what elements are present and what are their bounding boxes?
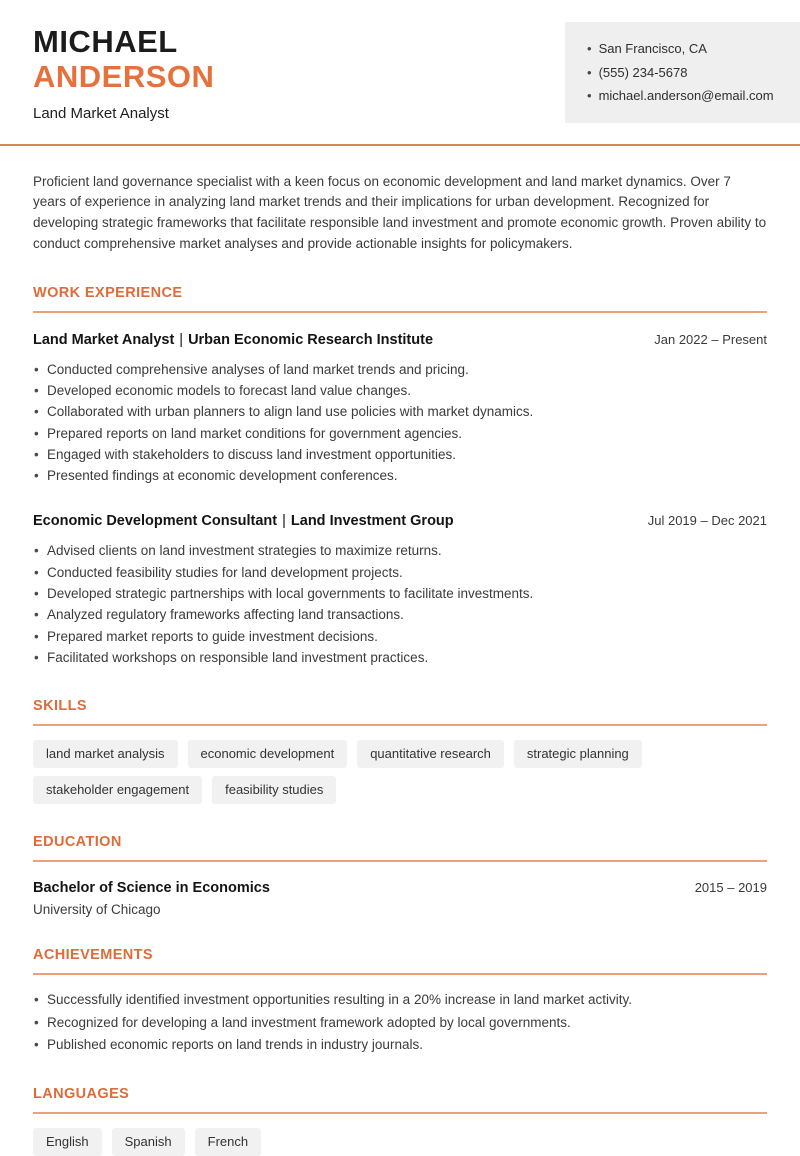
section-divider xyxy=(33,973,767,975)
skills-heading: SKILLS xyxy=(33,698,767,714)
job-company: Urban Economic Research Institute xyxy=(188,332,433,348)
summary-paragraph: Proficient land governance specialist with a keen focus on economic development and land market dynamics. Over 7 years of experience in analyzing land market trends and their implications for urban development. Recognized for developing strategic frameworks that facilitate responsible land investment and promote economic growth. Proven ability to conduct comprehensive market analyses and provide actionable insights for policymakers. xyxy=(33,172,767,255)
work-experience-heading: WORK EXPERIENCE xyxy=(33,285,767,301)
education-degree: Bachelor of Science in Economics xyxy=(33,880,270,896)
job-bullet: • Engaged with stakeholders to discuss land investment opportunities. xyxy=(33,444,767,465)
job-company: Land Investment Group xyxy=(291,513,454,529)
section-achievements xyxy=(33,947,767,1056)
job-bullet: • Advised clients on land investment strategies to maximize returns. xyxy=(33,540,767,561)
achievement-bullet: • Published economic reports on land trends in industry journals. xyxy=(33,1034,767,1056)
achievements-heading: ACHIEVEMENTS xyxy=(33,947,767,963)
skill-tag: land market analysis xyxy=(33,740,178,768)
language-tag: French xyxy=(195,1128,261,1156)
job-entry xyxy=(33,332,767,487)
contact-item: • michael.anderson@email.com xyxy=(587,84,782,108)
job-position: Land Market Analyst xyxy=(33,332,174,348)
achievement-list xyxy=(33,989,767,1056)
job-bullet-list xyxy=(33,540,767,668)
section-divider xyxy=(33,724,767,726)
contact-box xyxy=(565,22,800,123)
job-dates: Jul 2019 – Dec 2021 xyxy=(648,513,767,528)
section-divider xyxy=(33,1112,767,1114)
job-bullet: • Conducted feasibility studies for land development projects. xyxy=(33,562,767,583)
language-tag: English xyxy=(33,1128,102,1156)
job-dates: Jan 2022 – Present xyxy=(654,332,767,347)
resume-header xyxy=(0,0,800,123)
skill-tag: feasibility studies xyxy=(212,776,336,804)
job-bullet-list xyxy=(33,359,767,487)
job-bullet: • Prepared market reports to guide investment decisions. xyxy=(33,626,767,647)
section-education xyxy=(33,834,767,917)
section-divider xyxy=(33,311,767,313)
job-title-line xyxy=(33,332,433,348)
section-skills xyxy=(33,698,767,804)
education-dates: 2015 – 2019 xyxy=(695,880,767,895)
name-block xyxy=(33,22,214,122)
achievement-bullet: • Recognized for developing a land investment framework adopted by local governments. xyxy=(33,1012,767,1034)
contact-list xyxy=(587,37,782,108)
skill-tag: quantitative research xyxy=(357,740,504,768)
achievement-bullet: • Successfully identified investment opportunities resulting in a 20% increase in land market activity. xyxy=(33,989,767,1011)
job-bullet: • Prepared reports on land market conditions for government agencies. xyxy=(33,423,767,444)
contact-item: • (555) 234-5678 xyxy=(587,61,782,85)
first-name: MICHAEL xyxy=(33,26,214,57)
last-name: ANDERSON xyxy=(33,61,214,92)
job-entry xyxy=(33,513,767,668)
title-separator: | xyxy=(174,332,188,348)
skill-tag: economic development xyxy=(188,740,348,768)
section-divider xyxy=(33,860,767,862)
job-bullet: • Presented findings at economic development conferences. xyxy=(33,465,767,486)
job-bullet: • Analyzed regulatory frameworks affecting land transactions. xyxy=(33,604,767,625)
header-divider xyxy=(0,144,800,146)
contact-item: • San Francisco, CA xyxy=(587,37,782,61)
job-bullet: • Conducted comprehensive analyses of land market trends and pricing. xyxy=(33,359,767,380)
language-tag-list xyxy=(33,1128,767,1156)
title-separator: | xyxy=(277,513,291,529)
skill-tag: stakeholder engagement xyxy=(33,776,202,804)
job-bullet: • Developed strategic partnerships with local governments to facilitate investments. xyxy=(33,583,767,604)
job-header-row xyxy=(33,332,767,348)
header-job-title: Land Market Analyst xyxy=(33,105,214,122)
education-header-row xyxy=(33,880,767,896)
skill-tag: strategic planning xyxy=(514,740,642,768)
education-heading: EDUCATION xyxy=(33,834,767,850)
resume-body xyxy=(0,172,800,1156)
job-bullet: • Developed economic models to forecast land value changes. xyxy=(33,380,767,401)
languages-heading: LANGUAGES xyxy=(33,1086,767,1102)
education-school: University of Chicago xyxy=(33,902,767,917)
language-tag: Spanish xyxy=(112,1128,185,1156)
job-list xyxy=(33,332,767,669)
job-bullet: • Collaborated with urban planners to align land use policies with market dynamics. xyxy=(33,401,767,422)
section-languages xyxy=(33,1086,767,1156)
job-title-line xyxy=(33,513,454,529)
section-work-experience xyxy=(33,285,767,669)
job-bullet: • Facilitated workshops on responsible land investment practices. xyxy=(33,647,767,668)
job-position: Economic Development Consultant xyxy=(33,513,277,529)
job-header-row xyxy=(33,513,767,529)
skill-tag-list xyxy=(33,740,767,804)
